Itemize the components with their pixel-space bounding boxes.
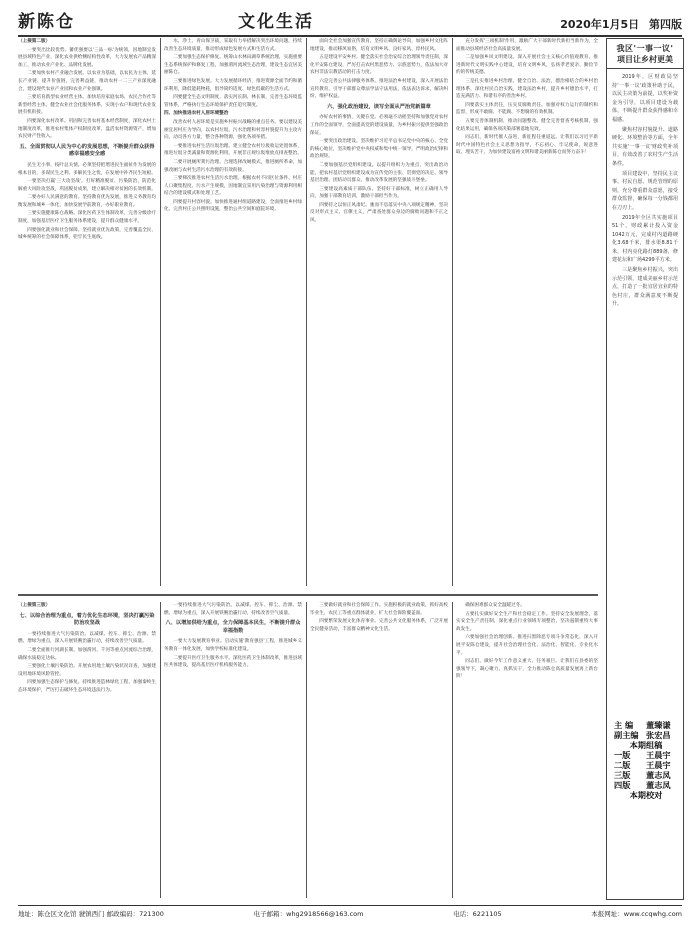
column-4 (456, 38, 598, 586)
paragraph: 六是完善公共法律服务体系。推进法治乡村建设，深入开展法治宣传教育，引导干部群众尊法学法守法用法，依法表达诉求、解决纠纷、维护权益。 (310, 78, 448, 100)
paragraph: 三是聚焦乡村振兴，突出示范引领，建成美丽乡村示范点，打造了一批宜居宜业的特色村庄，群众满意度不断提升。 (612, 267, 678, 308)
continuation-note: （上接第三版） (18, 603, 51, 608)
paragraph: 二要加快农村产业融合发展。以农业为基础，以农民为主体，延长产业链、提升价值链、完善利益链，推动农村一二三产业深度融合，建设现代农业产业园和农业产业强镇。 (18, 71, 156, 92)
subsection-headline: 四、加快推进农村人居环境整治 (164, 111, 229, 117)
paragraph: 二要全面推行河湖长制。加强渭河、千河等重点河流综合治理，确保水质稳定达标。 (18, 647, 156, 661)
staff-row: 主 编 董臻谦 (614, 720, 671, 730)
paragraph: 2019年全区共实施项目51个，财政累计投入资金1042万元，完成村内道路硬化3.68千米，排水渠8.81千米，村内亮化路灯889盏，修建花坛和广场4299平方米。 (612, 214, 678, 264)
staff-row: 本期组稿 (629, 740, 663, 750)
paragraph: 三要建设高素质干部队伍。坚持好干部标准，树立正确用人导向，加强干部教育培训，激励干部担当作为。 (310, 186, 448, 200)
sidebar-title-line1: 我区'一事一议' (616, 44, 674, 53)
lower-column-2 (164, 602, 302, 898)
staff-row: 三版 董志凤 (614, 770, 671, 780)
paragraph: 四要持之以恒正风肃纪。驰而不息落实中央八项规定精神，坚决反对形式主义、官僚主义，严肃查处群众身边的腐败问题和不正之风。 (310, 202, 448, 224)
paragraph: 一要持续推进大气污染防治。以减煤、控车、抑尘、治源、禁燃、增绿为重点，深入开展铁腕治霾行动，持续改善空气质量。 (18, 631, 156, 645)
lower-column-1 (18, 602, 156, 898)
paragraph: 一要大力发展教育事业。启动实施'教育强县'工程，推进城乡义务教育一体化发展，加快学校标准化建设。 (164, 639, 302, 652)
paragraph: 一要持续推进大气污染防治。以减煤、控车、抑尘、治源、禁燃、增绿为重点，深入开展铁腕治霾行动，持续改善空气质量。 (164, 603, 302, 616)
staff-credits (614, 720, 678, 800)
footer-address: 地址：陈仓区文化馆 虢镇西门 邮政编码：721300 (18, 910, 164, 918)
paragraph: 五是建设平安乡村。健全落实社会治安综合治理领导责任制，深化平安陈仓建设，严厉打击农村黑恶势力、宗族恶势力，依法加大对农村非法宗教活动的打击力度。 (310, 55, 448, 76)
paragraph: 二是加强乡风文明建设。深入开展社会主义核心价值观教育，推进新时代文明实践中心建设，培育文明乡风，弘扬孝老爱亲、勤俭节约的传统美德。 (456, 55, 598, 76)
paragraph: 二要办好人民满意的教育。坚持教育优先发展，推进义务教育均衡发展和城乡一体化，加快发展学前教育，办好职业教育。 (18, 195, 156, 208)
paragraph: 三要推进绿色发展。大力发展循环经济，推进资源全面节约和循环利用，降低能耗物耗，倡导简约适度、绿色低碳的生活方式。 (164, 78, 302, 92)
column-divider (160, 38, 161, 586)
continuation-note: （上接第二版） (18, 39, 51, 44)
lower-column-3 (310, 602, 448, 898)
page-footer (18, 905, 682, 922)
staff-row: 四版 董志凤 (614, 780, 671, 790)
footer-email: 电子邮箱：whg2918566@163.com (253, 910, 364, 918)
paragraph: 五要扎实做好安全生产和社会稳定工作。坚持安全发展理念，落实安全生产责任制，深化重点行业领域专项整治，坚决遏制重特大事故发生。 (456, 611, 598, 632)
staff-row: 本期校对 (629, 790, 663, 800)
paragraph: 一要坚决打赢'三大攻坚战'。打好精准脱贫、污染防治、防范化解重大风险攻坚战，巩固脱贫成果，建立解决相对贫困的长效机制。 (18, 179, 156, 192)
section-title: 文化生活 (238, 12, 314, 32)
paragraph: 充分发挥'三项机制'作用，激励广大干部新时代新担当新作为，全面推动县域经济社会高质量发展。 (456, 39, 598, 52)
paragraph: 二要加强生态保护修复。统筹山水林田湖草系统治理，实施重要生态系统保护和修复工程，加强渭河流域生态治理，建设生态宜居美丽陈仓。 (164, 55, 302, 76)
column-divider (306, 38, 307, 586)
paragraph: 四要健全生态文明制度。落实河长制、林长制，完善生态环境监管体系，严格执行生态环境保护责任追究制度。 (164, 95, 302, 108)
column-1 (18, 38, 156, 586)
paragraph: 二要加强基层党组织建设。以提升组织力为重点，突出政治功能，把农村基层党组织建设成为宣传党的主张、贯彻党的决定、领导基层治理、团结动员群众、推动改革发展的坚强战斗堡垒。 (310, 162, 448, 184)
paragraph: 改善农村人居环境是实施乡村振兴战略的重点任务。要以建设美丽宜居村庄为导向，以农村垃圾、污水治理和村容村貌提升为主攻方向，动员各方力量，整合各种资源，强化各项举措。 (164, 119, 302, 141)
column-divider (452, 38, 453, 586)
issue-date: 2020年1月5日 (560, 18, 640, 31)
sidebar-title (607, 39, 683, 69)
paragraph: 一要突出政治建设。坚决维护习近平总书记党中央的核心、全党的核心地位，坚决维护党中央权威和集中统一领导，严明政治纪律和政治规矩。 (310, 139, 448, 160)
paragraph: 确保困难群众安全温暖过冬。 (465, 603, 525, 608)
sidebar-body (607, 69, 683, 668)
column-divider (452, 602, 453, 898)
section-headline: 八、以增加供给为重点，全力保障基本民生，不断提升群众幸福指数 (165, 620, 301, 634)
paragraph: 三要强化土壤污染防治。开展农用地土壤污染状况详查，加强建设用地环境风险管控。 (18, 664, 156, 677)
paragraph: 面向全社会加强宣传教育，坚持正确舆论导向，加强乡村文化阵地建设，推动移风易俗，培育文明乡风、良好家风、淳朴民风。 (310, 39, 448, 52)
paragraph: 四要强化就业和社会保障。坚持就业优先政策，完善覆盖全民、城乡统筹的社会保障体系，兜牢民生底线。 (18, 227, 156, 241)
footer-phone: 电话：6221105 (453, 910, 502, 918)
paper-name: 新陈仓 (18, 12, 75, 32)
paragraph: 项目建设中，坚持民主议事、村民自愿、规范管理的原则，充分尊重群众意愿，接受群众监督，确保每一分钱都用在刀刃上。 (612, 170, 678, 211)
paragraph: 二要开展厕所粪污治理。合理选择改厕模式，推进厕所革命，加强改厕与农村生活污水治理的有效衔接。 (164, 159, 302, 173)
paragraph: 一要推进农村生活垃圾治理。建立健全农村垃圾收运处置体系，推进垃圾分类减量和资源化利用，开展非正规垃圾堆放点排查整治。 (164, 143, 302, 157)
column-3 (310, 38, 448, 586)
paragraph: 民生无小事，枝叶总关情。必须坚持把增进民生福祉作为发展的根本目的，多谋民生之利，多解民生之忧，在发展中补齐民生短板。 (18, 162, 156, 176)
lower-column-4 (456, 602, 598, 898)
staff-row: 副主编 张宏昌 (614, 730, 671, 740)
paragraph: 水、净土、青山保卫战，采取有力举措解决突出环境问题，持续改善生态环境质量，推动形成绿色发展方式和生活方式。 (164, 39, 302, 52)
paragraph: 四要繁荣发展文化体育事业。完善公共文化服务体系，广泛开展全民健身活动，丰富群众精神文化生活。 (310, 619, 448, 632)
paragraph: 四要加强生态保护与修复。持续推进造林绿化工程，加强秦岭生态环境保护，严厉打击破坏生态环境违法行为。 (18, 680, 156, 693)
staff-row: 一版 王晨宇 (614, 750, 671, 760)
closing-paragraph: 同志们，做好今年工作意义重大、任务艰巨。让我们在县委的坚强领导下，凝心聚力、真抓实干，全力推动陈仓高质量发展再上新台阶！ (456, 659, 598, 680)
article-grid (18, 38, 598, 900)
page-number: 第四版 (649, 18, 682, 31)
section-headline: 六、强化政治建设，读写全面从严治党新篇章 (327, 103, 431, 110)
horizontal-divider (18, 594, 598, 596)
paragraph: 二要提升医疗卫生服务水平。深化医药卫生体制改革，推进县域医共体建设，提高基层医疗机构服务能力。 (164, 655, 302, 669)
paragraph: 三要梯次推进农村生活污水治理。根据农村不同区位条件、村庄人口聚集程度、污水产生规模，因地制宜采用污染治理与资源利用相结合的建设模式和处理工艺。 (164, 176, 302, 197)
footer-website: 本报网址：www.ccqwhg.com (591, 910, 682, 918)
section-headline: 五、全面贯彻以人民为中心的发展思想，不断提升群众获得感幸福感安全感 (19, 143, 155, 158)
paragraph: 办好农村的事情，关键在党。必须毫不动摇坚持和加强党对农村工作的全面领导，全面提高党的建设质量，为乡村振兴提供坚强政治保证。 (310, 115, 448, 136)
paragraph: 五要完善体制机制，推动问题整改。健全完善督查考核机制，强化结果运用，确保各项决策部署落地见效。 (456, 118, 598, 132)
paragraph: 2019年，区财政局坚持'一事一议'政策补助于民，以民主决策为前提，以奖补资金为引导，以项目建设为载体，不断提升群众获得感和幸福感。 (612, 74, 678, 123)
masthead (18, 6, 682, 37)
section-headline: 七、以综合治理为重点，着力优化生态环境，坚决打赢污染防治攻坚战 (19, 612, 155, 627)
paragraph: 四要深化农村改革。巩固和完善农村基本经营制度，深化农村土地制度改革，推进农村集体产权制度改革，盘活农村资源资产，增加农民财产性收入。 (18, 118, 156, 140)
paragraph: 三是扎实推进乡村治理。健全自治、法治、德治相结合的乡村治理体系，深化村民自治实践，建设法治乡村，提升乡村德治水平，打造充满活力、和谐有序的善治乡村。 (456, 78, 598, 100)
column-divider (160, 602, 161, 898)
paragraph: 三要培育新型农业经营主体。加快培育家庭农场、农民合作社等新型经营主体，健全农业社会化服务体系，实现小农户和现代农业发展有机衔接。 (18, 95, 156, 116)
paragraph: 六要加强社会治理创新。推进扫黑除恶专项斗争常态化，深入开展平安陈仓建设，提升社会治理社会化、法治化、智能化、专业化水平。 (456, 635, 598, 656)
column-2 (164, 38, 302, 586)
issue-info (554, 16, 682, 32)
paragraph: 三要实施健康陈仓战略。深化医药卫生体制改革，完善分级诊疗制度，加强基层医疗卫生服务体系建设，提升群众健康水平。 (18, 211, 156, 225)
paragraph: 四要提升村容村貌。加快推进通村组道路建设，全面推进乡村绿化，完善村庄公共照明设施，整治公共空间和庭院环境。 (164, 199, 302, 213)
paragraph: 三要做好就业和社会保障工作。实施积极的就业政策，抓好高校毕业生、农民工等重点群体就业，扩大社会保险覆盖面。 (310, 603, 448, 616)
closing-paragraph: 同志们，新时代催人奋进，新征程任重道远。让我们以习近平新时代中国特色社会主义思想为指导，不忘初心、牢记使命，锐意进取、埋头苦干，为加快建设富裕文明和谐美丽新陈仓而努力奋斗！ (456, 135, 598, 156)
staff-row: 二版 王晨宇 (614, 760, 671, 770)
paragraph: 聚焦村容村貌提升、道路硬化、环境整治等方面，全年共实施'一事一议'财政奖补项目，有效改善了农村生产生活条件。 (612, 126, 678, 167)
column-divider (306, 602, 307, 898)
sidebar-title-line2: 项目让乡村更美 (617, 55, 673, 64)
paragraph: 四要落实主体责任，压实反腐败责任。加强对权力运行的制约和监督，形成不敢腐、不能腐、不想腐的有效机制。 (456, 102, 598, 116)
paragraph: 一要突出比较优势。蓄优强要以'三品一标'为统领，因地制宜发展县域特色产业，深化农业供给侧结构性改革，大力发展农产品精深加工，推动农业产业化、品牌化发展。 (18, 47, 156, 68)
